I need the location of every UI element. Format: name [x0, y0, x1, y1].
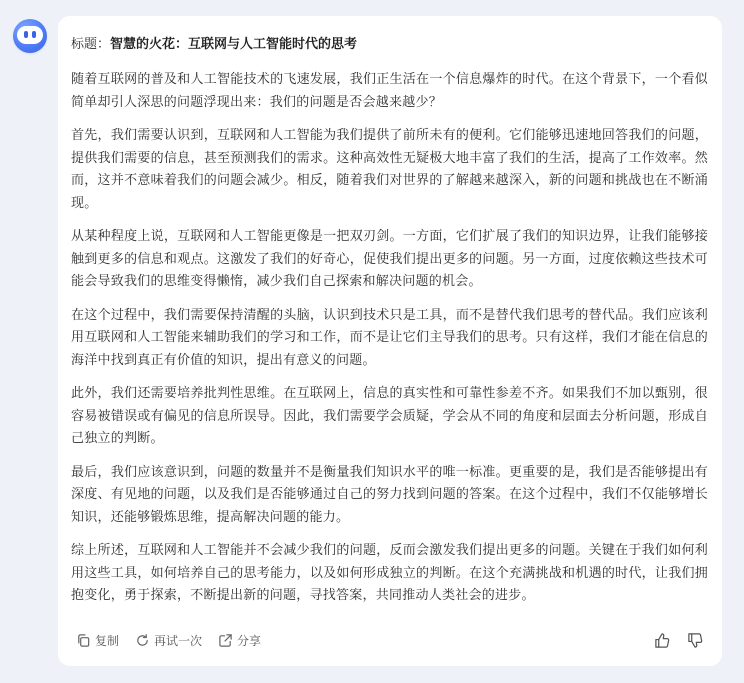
paragraph-7: 综上所述，互联网和人工智能并不会减少我们的问题，反而会激发我们提出更多的问题。关键在于我们如何利用这些工具，如何培养自己的思考能力，以及如何形成独立的判断。在这个充满挑战和机遇的时代，让我们拥抱变化，勇于探索，不断提出新的问题，寻找答案，共同推动人类社会的进步。	[71, 543, 708, 603]
copy-icon	[76, 633, 91, 648]
copy-button[interactable]	[76, 632, 119, 649]
refresh-icon	[135, 633, 150, 648]
paragraph-6: 最后，我们应该意识到，问题的数量并不是衡量我们知识水平的唯一标准。更重要的是，我们是否能够提出有深度、有见地的问题，以及我们是否能够通过自己的努力找到问题的答案。在这个过程中，我们不仅能够增长知识，还能够锻炼思维，提高解决问题的能力。	[71, 464, 708, 525]
paragraph-3: 从某种程度上说，互联网和人工智能更像是一把双刃剑。一方面，它们扩展了我们的知识边界，让我们能够接触到更多的信息和观点。这激发了我们的好奇心，促使我们提出更多的问题。另一方面，过度依赖这些技术可能会导致我们的思维变得懒惰，减少我们自己探索和解决问题的机会。	[71, 229, 708, 289]
assistant-avatar-icon	[13, 19, 47, 53]
retry-button[interactable]	[135, 632, 202, 649]
title-text: 智慧的火花：互联网与人工智能时代的思考	[110, 37, 358, 52]
share-label: 分享	[237, 633, 262, 648]
assistant-message-card	[58, 16, 722, 666]
paragraph-1: 随着互联网的普及和人工智能技术的飞速发展，我们正生活在一个信息爆炸的时代。在这个背景下，一个看似简单却引人深思的问题浮现出来：我们的问题是否会越来越少？	[71, 72, 708, 110]
share-button[interactable]	[218, 632, 261, 649]
message-actions-bar	[76, 628, 704, 652]
copy-label: 复制	[95, 633, 120, 648]
retry-label: 再试一次	[154, 633, 203, 648]
thumbs-up-icon	[654, 632, 671, 649]
title-prefix: 标题：	[71, 37, 111, 52]
avatar-right-eye	[32, 31, 36, 38]
avatar-face	[17, 26, 43, 44]
message-title	[71, 35, 708, 55]
avatar-left-eye	[24, 31, 28, 38]
dislike-button[interactable]	[687, 632, 704, 649]
paragraph-5: 此外，我们还需要培养批判性思维。在互联网上，信息的真实性和可靠性参差不齐。如果我们不加以甄别，很容易被错误或有偏见的信息所误导。因此，我们需要学会质疑，学会从不同的角度和层面去分析问题，形成自己独立的判断。	[71, 386, 708, 446]
like-button[interactable]	[654, 632, 671, 649]
paragraph-4: 在这个过程中，我们需要保持清醒的头脑，认识到技术只是工具，而不是替代我们思考的替代品。我们应该利用互联网和人工智能来辅助我们的学习和工作，而不是让它们主导我们的思考。只有这样，我们才能在信息的海洋中找到真正有价值的知识，提出有意义的问题。	[71, 307, 708, 368]
thumbs-down-icon	[687, 632, 704, 649]
share-icon	[218, 633, 233, 648]
paragraph-2: 首先，我们需要认识到，互联网和人工智能为我们提供了前所未有的便利。它们能够迅速地回答我们的问题，提供我们需要的信息，甚至预测我们的需求。这种高效性无疑极大地丰富了我们的生活，提高了工作效率。然而，这并不意味着我们的问题会减少。相反，随着我们对世界的了解越来越深入，新的问题和挑战也在不断涌现。	[71, 128, 708, 211]
